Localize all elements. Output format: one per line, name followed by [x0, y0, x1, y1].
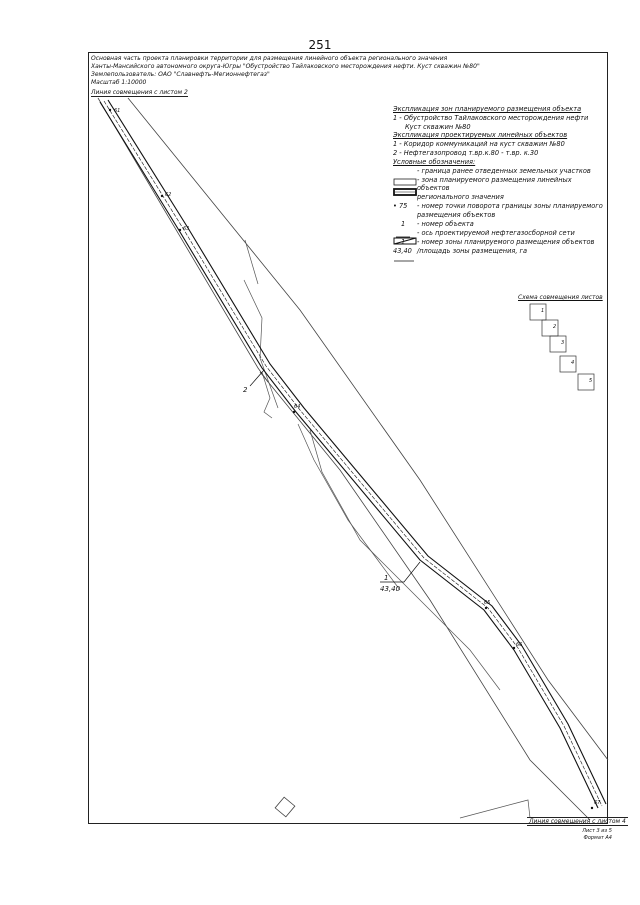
- linear-title: Экспликация проектируемых линейных объектов: [393, 131, 568, 140]
- sym-zone-text-b: регионального значения: [417, 193, 504, 202]
- turn-point-label: 65: [484, 600, 491, 606]
- zones-item-1b: Куст скважин №80: [405, 122, 471, 131]
- sym-boundary-text: - граница ранее отведенных земельных участков: [417, 166, 591, 175]
- scheme-sheet-label: 5: [589, 378, 593, 384]
- sym-object-text: - номер объекта: [417, 220, 474, 229]
- turn-point-marker: [485, 607, 487, 609]
- turn-point-marker: [293, 411, 295, 413]
- legend: [393, 105, 603, 256]
- title-line-3: Землепользователь: ОАО "Славнефть-Мегионнефтегаз": [91, 71, 270, 79]
- page-number: 251: [308, 38, 332, 52]
- scheme-sheet-label: 2: [553, 324, 557, 330]
- zones-item-1: 1 - Обустройство Тайлаковского месторождения нефти: [393, 113, 589, 122]
- linear-item-1: 1 - Коридор коммуникаций на куст скважин №80: [393, 140, 565, 149]
- sym-axis-text: - ось проектируемой нефтегазосборной сети: [417, 229, 575, 238]
- small-square-object: [275, 797, 295, 817]
- turn-point-label: 67: [594, 800, 601, 806]
- sym-zone-num-bottom: 43,40: [393, 247, 412, 256]
- boundary-bottom-corner: [460, 800, 530, 818]
- title-line-2: Ханты-Мансийского автономного округа-Югры "Обустройство Тайлаковского месторождения нефти. Куст скважин №80": [91, 63, 480, 71]
- turn-point-label: 63: [183, 226, 190, 232]
- sheet-info: [560, 828, 612, 841]
- match-line-top-label: Линия совмещения с листом 2: [91, 89, 188, 96]
- scheme-sheet-label: 4: [571, 360, 575, 366]
- sym-object-num: 1: [401, 220, 406, 229]
- turn-point-marker: [591, 807, 593, 809]
- turn-point-marker: [109, 109, 111, 111]
- boundary-line-lower: [260, 372, 593, 820]
- sheet-number: Лист 3 из 5: [582, 828, 612, 834]
- turn-point-label: 62: [165, 192, 172, 198]
- turn-point-label: 61: [114, 108, 121, 114]
- turn-point-marker: [179, 229, 181, 231]
- symbols-title: Условные обозначения:: [393, 157, 476, 166]
- turn-point-marker: [161, 195, 163, 197]
- scheme-sheet-label: 3: [561, 340, 565, 346]
- sym-zone-num-text-b: /площадь зоны размещения, га: [417, 247, 528, 256]
- title-line-1: Основная часть проекта планировки территории для размещения линейного объекта регионального значения: [91, 55, 448, 62]
- turn-point-marker: [513, 647, 515, 649]
- linear-item-2: 2 - Нефтегазопровод т.вр.к.80 - т.вр. к.30: [393, 148, 539, 157]
- turn-point-label: 64: [294, 404, 301, 410]
- title-line-4: Масштаб 1:10000: [91, 79, 147, 87]
- sym-point-num: • 75: [393, 202, 408, 211]
- sheet-scheme: [530, 304, 594, 390]
- sheet-format: Формат А4: [583, 834, 612, 841]
- object-2-label: 2: [243, 386, 248, 394]
- scheme-title: Схема совмещения листов: [518, 294, 603, 301]
- boundary-branch-1: [244, 280, 278, 408]
- leader-object-2: [250, 370, 264, 386]
- zone-area-label: 43,40: [380, 585, 401, 593]
- boundary-small: [245, 240, 258, 284]
- sym-zone-text-a: - зона планируемого размещения линейных объектов: [417, 175, 572, 193]
- zones-title: Экспликация зон планируемого размещения объекта: [393, 105, 582, 113]
- zone-number-label: 1: [384, 574, 389, 582]
- match-line-bottom-label: Линия совмещения с листом 4: [529, 818, 626, 825]
- sym-point-text-a: - номер точки поворота границы зоны планируемого: [417, 202, 603, 211]
- sym-zone-num-top: 1: [401, 238, 406, 247]
- sym-zone-num-text-a: - номер зоны планируемого размещения объектов: [417, 238, 595, 247]
- scheme-sheet-label: 1: [541, 308, 545, 314]
- turn-point-label: 66: [516, 642, 523, 648]
- sym-point-text-b: размещения объектов: [417, 211, 496, 220]
